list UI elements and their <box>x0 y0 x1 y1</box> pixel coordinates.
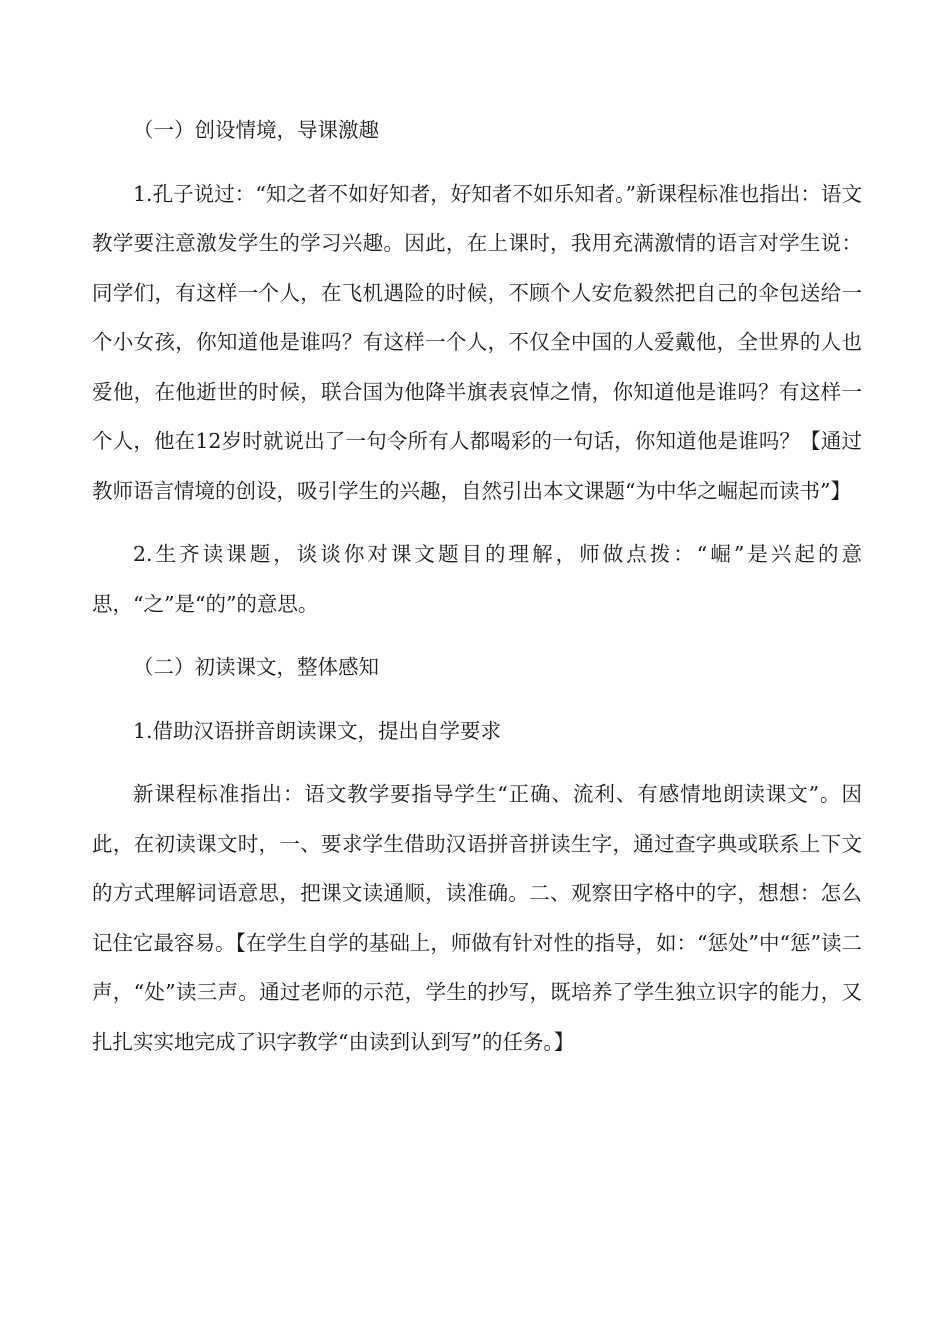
section-heading-2: （二）初读课文，整体感知 <box>133 655 379 679</box>
paragraph-1-2: 2.生齐读课题，谈谈你对课文题目的理解，师做点拨：“崛”是兴起的意思，“之”是“的”的意思。 <box>92 542 862 616</box>
paragraph-2-1: 1.借助汉语拼音朗读课文，提出自学要求 <box>133 718 502 743</box>
paragraph-1-1: 1.孔子说过：“知之者不如好知者，好知者不如乐知者。”新课程标准也指出：语文教学要注意激发学生的学习兴趣。因此，在上课时，我用充满激情的语言对学生说：同学们，有这样一个人，在飞机遇险的时候，不顾个人安危毅然把自己的伞包送给一个小女孩，你知道他是谁吗？有这样一个人，不仅全中国的人爱戴他，全世界的人也爱他，在他逝世的时候，联合国为他降半旗表哀悼之情，你知道他是谁吗？有这样一个人，他在12岁时就说出了一句令所有人都喝彩的一句话，你知道他是谁吗？【通过教师语言情境的创设，吸引学生的兴趣，自然引出本文课题“为中华之崛起而读书”】 <box>92 181 862 503</box>
section-heading-1: （一）创设情境，导课激趣 <box>133 118 379 142</box>
paragraph-2-2: 新课程标准指出：语文教学要指导学生“正确、流利、有感情地朗读课文”。因此，在初读课文时，一、要求学生借助汉语拼音拼读生字，通过查字典或联系上下文的方式理解词语意思，把课文读通顺，读准确。二、观察田字格中的字，想想：怎么记住它最容易。【在学生自学的基础上，师做有针对性的指导，如：“惩处”中“惩”读二声，“处”读三声。通过老师的示范，学生的抄写，既培养了学生独立识字的能力，又扎扎实实地完成了识字教学“由读到认到写”的任务。】 <box>92 782 862 1054</box>
document-page <box>92 106 862 1081</box>
